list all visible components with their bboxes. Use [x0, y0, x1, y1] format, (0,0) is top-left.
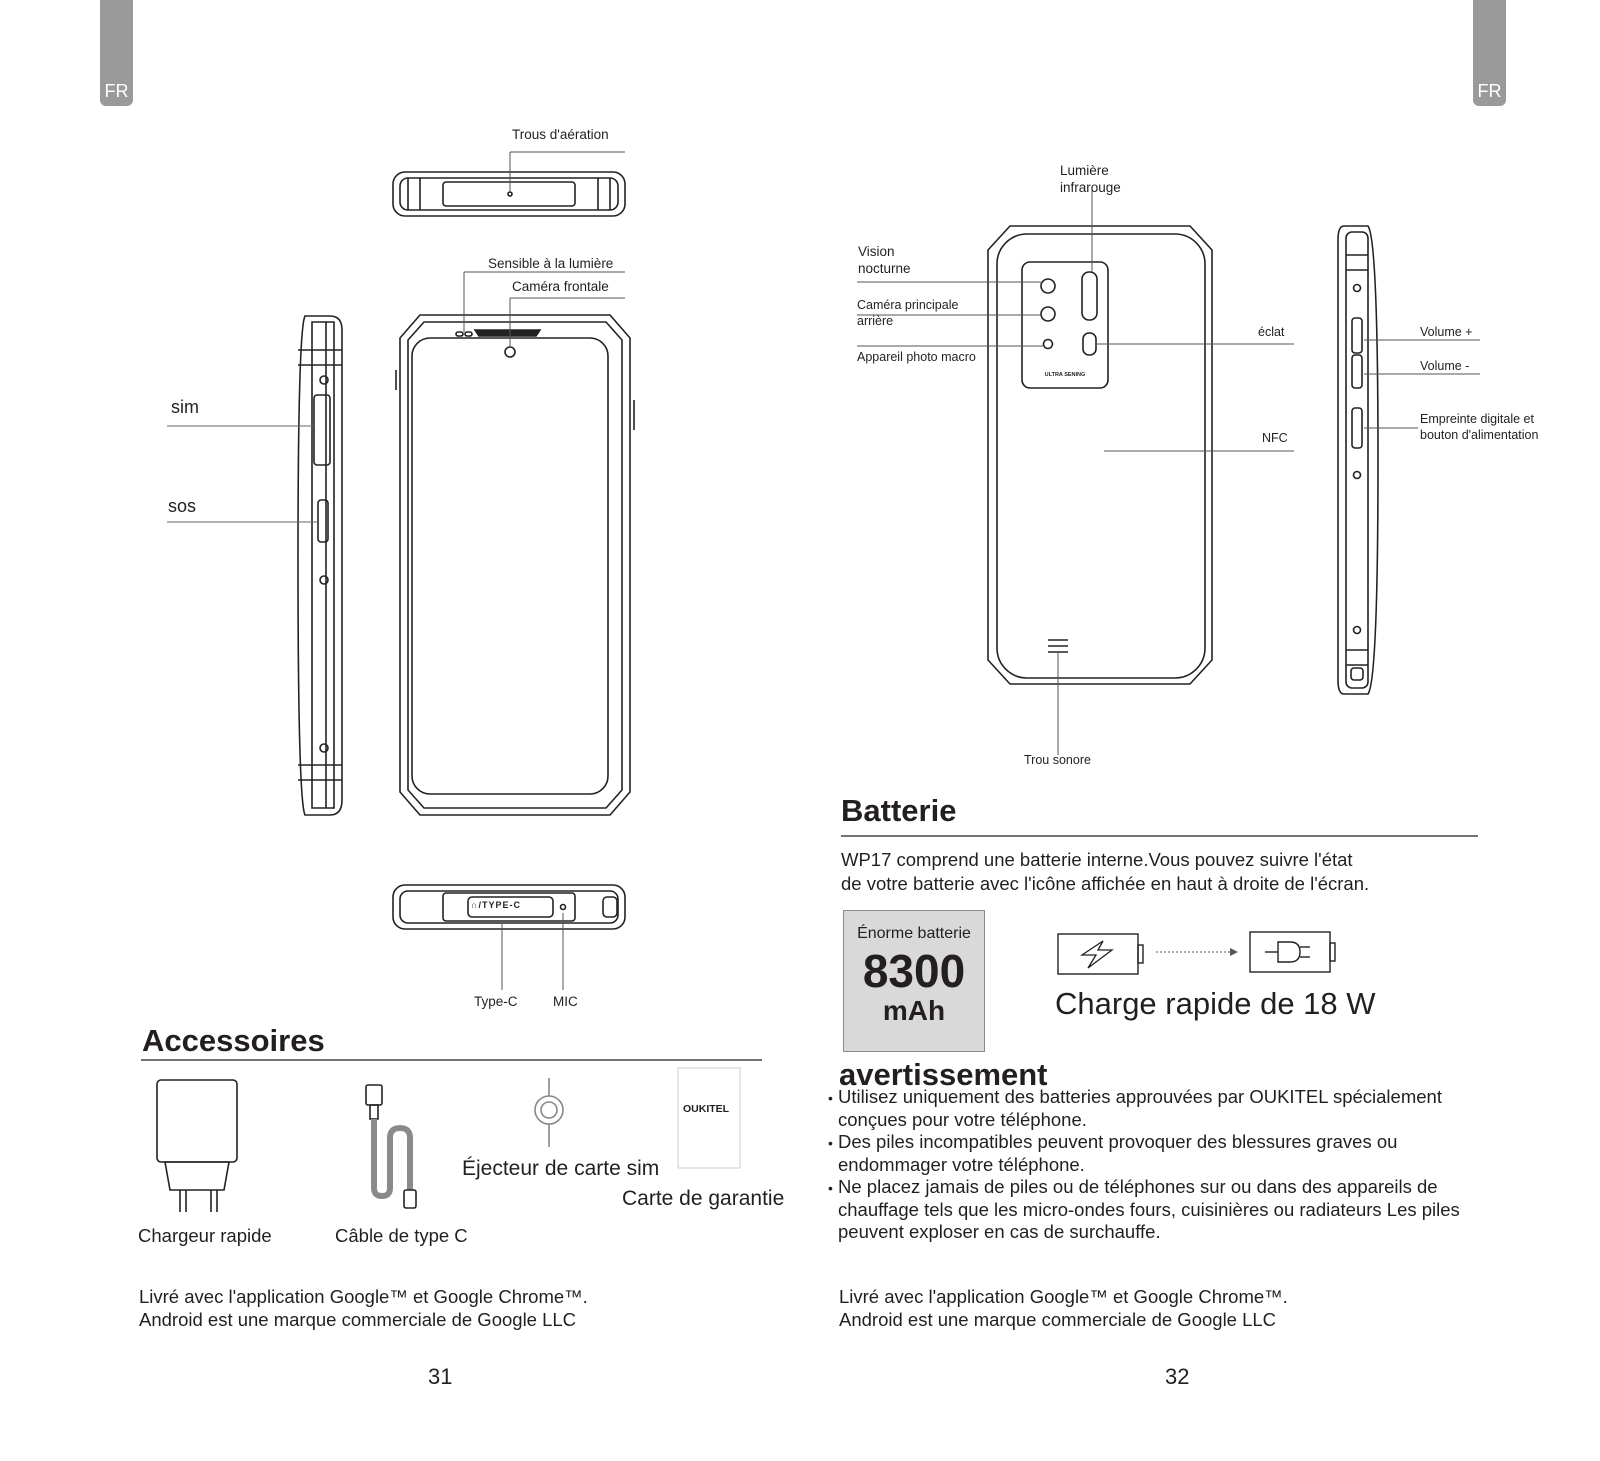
night-vision-label: Vision nocturne [858, 244, 911, 276]
page-number-right: 32 [1165, 1364, 1190, 1389]
speaker-label: Trou sonore [1024, 753, 1091, 767]
phone-front-view [396, 272, 634, 815]
warning-list [828, 1086, 1488, 1244]
accessory-warranty-label: Carte de garantie [622, 1187, 785, 1210]
flash-label: éclat [1258, 325, 1285, 339]
light-sensor-label: Sensible à la lumière [488, 256, 614, 271]
phone-left-side-view [167, 316, 342, 815]
volume-up-label: Volume + [1420, 325, 1473, 339]
battery-lightning-icon [1058, 934, 1143, 974]
left-footer-line1: Livré avec l'application Google™ et Google Chrome™. [139, 1286, 588, 1307]
front-camera-label: Caméra frontale [512, 279, 609, 294]
battery-capacity-box [843, 910, 985, 1052]
cable-drawing [366, 1085, 416, 1208]
warning-item: • Utilisez uniquement des batteries approuvées par OUKITEL spécialement conçues pour votre téléphone. [828, 1086, 1488, 1131]
type-c-label: Type-C [474, 994, 518, 1009]
battery-line2: de votre batterie avec l'icône affichée en haut à droite de l'écran. [841, 873, 1370, 894]
phone-right-side-view [1338, 226, 1480, 694]
warranty-brand: OUKITEL [683, 1103, 730, 1115]
left-footer-line2: Android est une marque commerciale de Google LLC [139, 1309, 577, 1330]
sim-label: sim [171, 397, 199, 417]
battery-unit: mAh [882, 995, 946, 1026]
warranty-card-drawing [678, 1068, 740, 1168]
nfc-label: NFC [1262, 431, 1288, 445]
warning-item: • Ne placez jamais de piles ou de téléphones sur ou dans des appareils de chauffage tels que les micro-ondes fours, cuisinières ou radiateurs Les piles peuvent exploser en cas de surchauffe. [828, 1176, 1488, 1244]
accessory-charger-label: Chargeur rapide [138, 1225, 272, 1246]
plug-icon [1250, 932, 1335, 972]
battery-capacity: 8300 [862, 945, 966, 997]
volume-down-label: Volume - [1420, 359, 1470, 373]
accessories-heading: Accessoires [142, 1023, 325, 1058]
right-footer-line1: Livré avec l'application Google™ et Google Chrome™. [839, 1286, 1288, 1307]
main-camera-label: Caméra principale arrière [857, 298, 959, 328]
camera-module-text: ULTRA SENING [1044, 372, 1086, 378]
battery-heading: Batterie [841, 793, 957, 828]
battery-line1: WP17 comprend une batterie interne.Vous pouvez suivre l'état [841, 849, 1353, 870]
infrared-label: Lumière infrarouge [1060, 163, 1121, 195]
language-tab-label: FR [1477, 81, 1502, 101]
warning-heading: avertissement [839, 1057, 1048, 1092]
sos-label: sos [168, 496, 197, 516]
accessory-ejector-label: Éjecteur de carte sim [462, 1157, 660, 1180]
charger-drawing [157, 1080, 237, 1212]
right-footer-line2: Android est une marque commerciale de Google LLC [839, 1309, 1277, 1330]
vents-label: Trous d'aération [512, 127, 609, 142]
page-number-left: 31 [428, 1364, 453, 1389]
port-text: ∩/TYPE-C [471, 900, 522, 910]
fingerprint-power-label: Empreinte digitale et bouton d'alimentation [1420, 412, 1539, 442]
ejector-drawing [535, 1078, 563, 1147]
phone-top-view [393, 152, 625, 216]
accessory-cable-label: Câble de type C [335, 1225, 468, 1246]
language-tab-label: FR [104, 81, 129, 101]
battery-box-label: Énorme batterie [857, 925, 971, 942]
mic-label: MIC [553, 994, 578, 1009]
phone-back-view [857, 190, 1294, 755]
fast-charge-label: Charge rapide de 18 W [1055, 986, 1376, 1021]
warning-item: • Des piles incompatibles peuvent provoquer des blessures graves ou endommager votre téléphone. [828, 1131, 1488, 1176]
macro-camera-label: Appareil photo macro [857, 350, 976, 364]
